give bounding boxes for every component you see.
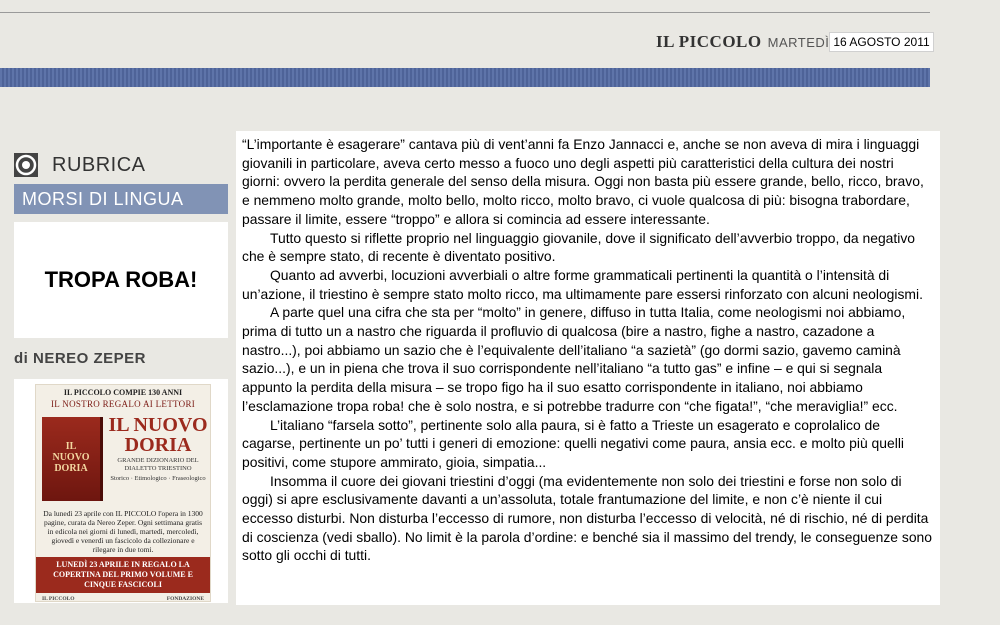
target-circle-icon [14,153,38,177]
newspaper-logo: IL PICCOLO [656,32,762,51]
article-paragraph: Insomma il cuore dei giovani triestini d’oggi (ma evidentemente non solo dei triestini e forse non solo di oggi) si apre esclusivamente davanti a un’assoluta, totale frantumazione del limite, e non c’è niente il cui eccesso disturbi. Non disturba l’eccesso di rumore, non disturba l’eccesso di velocità, né di rischio, né di perdita di coscienza (vedi sballo). No limit è la parola d’ordine: e benché sia il massimo del trendy, le conseguenze sono sotto gli occhi di tutti. [242,472,933,564]
rubrica-label: RUBRICA [52,153,146,176]
ad-logo-right: FONDAZIONE [166,596,204,602]
ad-big-title: IL NUOVO DORIA [108,414,208,456]
ad-subtitle: IL NOSTRO REGALO AI LETTORI [50,399,196,409]
column-name-bar [14,184,228,214]
advertisement-panel [35,384,211,602]
header-band [0,68,930,87]
article-paragraph: A parte quel una cifra che sta per “molto” in genere, diffuso in tutta Italia, come neologismi noi abbiamo, prima di tutto un a nastro che riguarda il profluvio di qualcosa (bire a nastro, fighe a nastro, cazadone a nastro...), poi abbiamo un sazio che è l’equivalente dell’italiano “a sazietà” (go dormi sazio, gavemo caminà sazio...), e un in piena che trova il suo corrispondente nell’italiano “a tutto gas” e infine – e qui si segnala appunto la perdita della misura – se tropo figo ha il suo esatto corrispondente in italiano, noi abbiamo l’esclamazione tropa roba! che è solo nostra, e si potrebbe tradurre con “che figata!”, “che meraviglia!” ecc. [242,304,906,414]
masthead [656,31,934,53]
ad-description: GRANDE DIZIONARIO DEL DIALETTO TRIESTINO [117,457,199,472]
column-name: MORSI DI LINGUA [22,188,184,209]
ad-body-text: Da lunedì 23 aprile con IL PICCOLO l'opera in 1300 pagine, curata da Nereo Zeper. Ogni settimana gratis in edicola nei giorni di lunedì, martedì, mercoledì, giovedì e venerdì un fascicolo da collezionare e rilegare in due tomi. [43,509,203,554]
article-paragraph: “L’importante è esagerare” cantava più di vent’anni fa Enzo Jannacci e, anche se non aveva di mira i linguaggi giovanili in particolare, aveva certo messo a fuoco uno degli aspetti più caratteristici della cultura dei nostri giorni: ovvero la perdita generale del senso della misura. Oggi non basta più essere grande, bello, ricco, bravo, e nemmeno molto grande, molto bello, molto ricco, molto bravo, ci vuole qualcosa di più: bisogna trabordare, passare il limite, essere “troppo” e allora si comincia ad essere interessante. [242,136,924,227]
top-rule [0,12,930,13]
book-cover-image [42,417,103,501]
advertisement [14,379,228,603]
article-title: TROPA ROBA! [44,267,198,292]
article-body [236,131,940,605]
masthead-day: MARTEDÌ [767,34,830,50]
article-title-box [14,222,228,338]
rubrica-header [14,149,228,181]
ad-logos [36,593,210,602]
ad-book-info [108,415,208,483]
ad-description-2: Storico · Etimologico · Fraseologico [110,475,206,482]
ad-middle [36,413,210,509]
book-cover-title: IL NUOVO DORIA [52,441,90,474]
article-paragraph: Quanto ad avverbi, locuzioni avverbiali o altre forme grammaticali pertinenti la quantità o l’intensità di un’azione, il triestino è sempre stato molto ricco, ma ultimamente pare essersi rinforzato con alcuni neologismi. [242,266,923,302]
ad-logo-left: IL PICCOLO [42,596,75,602]
author-byline: di NEREO ZEPER [14,350,147,367]
ad-offer-box: LUNEDÌ 23 APRILE IN REGALO LA COPERTINA DEL PRIMO VOLUME E CINQUE FASCICOLI [36,557,210,593]
article-paragraph: Tutto questo si riflette proprio nel linguaggio giovanile, dove il significato dell’avverbio troppo, da negativo che è sempre stato, di recente è diventato positivo. [242,229,916,265]
article-text [242,135,932,565]
article-paragraph: L’italiano “farsela sotto”, pertinente solo alla paura, si è fatto a Trieste un esagerato e coprolalico de cagarse, pertinente un po’ tutti i generi di emozione: quelli negativi come paura, ansia ecc. e molto più quelli positivi, come stupore ammirato, gioia, simpatia... [242,416,904,470]
ad-top-line: IL PICCOLO COMPIE 130 ANNI [63,388,183,397]
masthead-date: 16 AGOSTO 2011 [829,32,933,52]
